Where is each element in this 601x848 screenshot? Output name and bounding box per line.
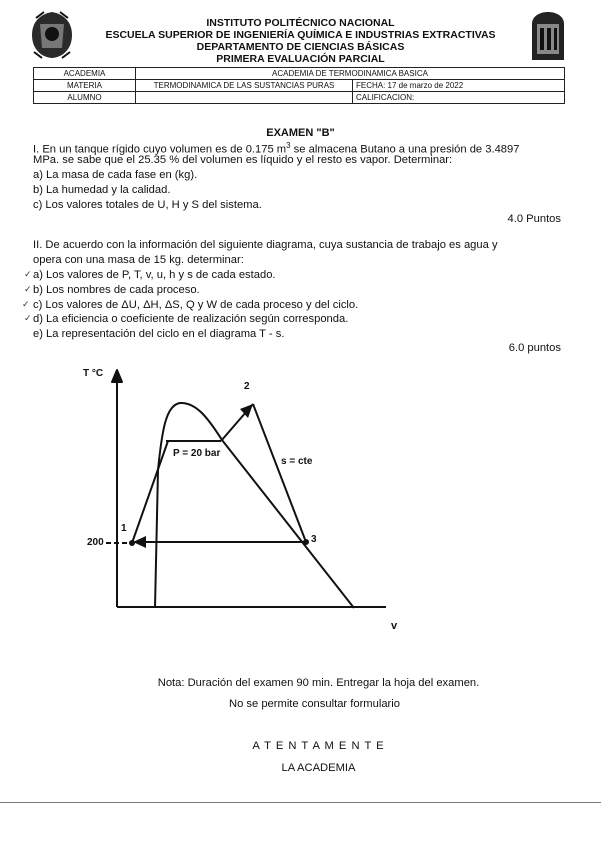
- q2-item-d: d) La eficiencia o coeficiente de realización según corresponda.: [33, 313, 349, 325]
- exam-note-2: No se permite consultar formulario: [229, 698, 400, 710]
- q1-item-a: a) La masa de cada fase en (kg).: [33, 169, 198, 181]
- bottom-divider: [0, 802, 601, 803]
- q1-text-a: I. En un tanque rígido cuyo volumen es de 0.175 m: [33, 143, 287, 156]
- check-mark-icon: ✓: [24, 313, 32, 323]
- q1-points: 4.0 Puntos: [507, 213, 561, 225]
- exam-title: EXAMEN "B": [266, 127, 335, 139]
- temperature-value: 200: [87, 537, 104, 548]
- state-3-label: 3: [311, 534, 317, 545]
- x-axis-label: v: [391, 620, 398, 632]
- calificacion-field: CALIFICACION:: [353, 92, 565, 104]
- question-2-line-1: II. De acuerdo con la información del siguiente diagrama, cuya sustancia de trabajo es agua y: [33, 239, 498, 251]
- materia-value: TERMODINAMICA DE LAS SUSTANCIAS PURAS: [136, 80, 353, 92]
- y-axis-arrow-icon: [112, 370, 122, 382]
- isentropic-expansion: [253, 404, 306, 542]
- exam-note: Nota: Duración del examen 90 min. Entregar la hoja del examen.: [157, 677, 480, 689]
- q2-points: 6.0 puntos: [508, 342, 561, 354]
- state-point-3: [303, 539, 309, 545]
- fecha-field: FECHA: 17 de marzo de 2022: [353, 80, 565, 92]
- q2-item-b: b) Los nombres de cada proceso.: [33, 284, 200, 296]
- state-point-1: [129, 540, 135, 546]
- pressure-label: P = 20 bar: [173, 448, 221, 459]
- q1-item-c: c) Los valores totales de U, H y S del sistema.: [33, 199, 262, 211]
- saturation-dome: [155, 403, 222, 608]
- closing: A T E N T A M E N T E: [252, 740, 385, 752]
- check-mark-icon: ✓: [24, 269, 32, 279]
- school-name: ESCUELA SUPERIOR DE INGENIERÍA QUÍMICA E INDUSTRIAS EXTRACTIVAS: [105, 29, 496, 41]
- check-mark-icon: ✓: [24, 284, 32, 294]
- signature: LA ACADEMIA: [281, 762, 356, 774]
- materia-label: MATERIA: [34, 80, 136, 92]
- entropy-label: s = cte: [281, 456, 313, 467]
- q2-item-e: e) La representación del ciclo en el diagrama T - s.: [33, 328, 285, 340]
- q1-superscript: 3: [286, 141, 291, 150]
- q2-item-c: c) Los valores de ΔU, ΔH, ΔS, Q y W de cada proceso y del ciclo.: [33, 299, 359, 311]
- q1-text-b: se almacena Butano a una presión de 3.4897: [290, 143, 520, 156]
- state-2-label: 2: [244, 381, 250, 392]
- check-mark-icon: ✓: [22, 299, 30, 309]
- academia-value: ACADEMIA DE TERMODINAMICA BASICA: [136, 68, 565, 80]
- state-1-label: 1: [121, 523, 127, 534]
- isobar-compressed-liquid: [132, 441, 168, 543]
- q1-item-b: b) La humedad y la calidad.: [33, 184, 171, 196]
- alumno-label: ALUMNO: [34, 92, 136, 104]
- question-1-line-2: MPa. se sabe que el 25.35 % del volumen es líquido y el resto es vapor. Determinar:: [33, 154, 453, 166]
- institution-name: INSTITUTO POLITÉCNICO NACIONAL: [206, 17, 395, 29]
- y-axis-label: T °C: [83, 368, 104, 379]
- academia-label: ACADEMIA: [34, 68, 136, 80]
- question-2-line-2: opera con una masa de 15 kg. determinar:: [33, 254, 244, 266]
- q2-item-a: a) Los valores de P, T, v, u, h y s de cada estado.: [33, 269, 276, 281]
- arrow-left-icon: [133, 536, 146, 548]
- department-name: DEPARTAMENTO DE CIENCIAS BÁSICAS: [196, 41, 405, 53]
- exam-type: PRIMERA EVALUACIÓN PARCIAL: [216, 53, 385, 65]
